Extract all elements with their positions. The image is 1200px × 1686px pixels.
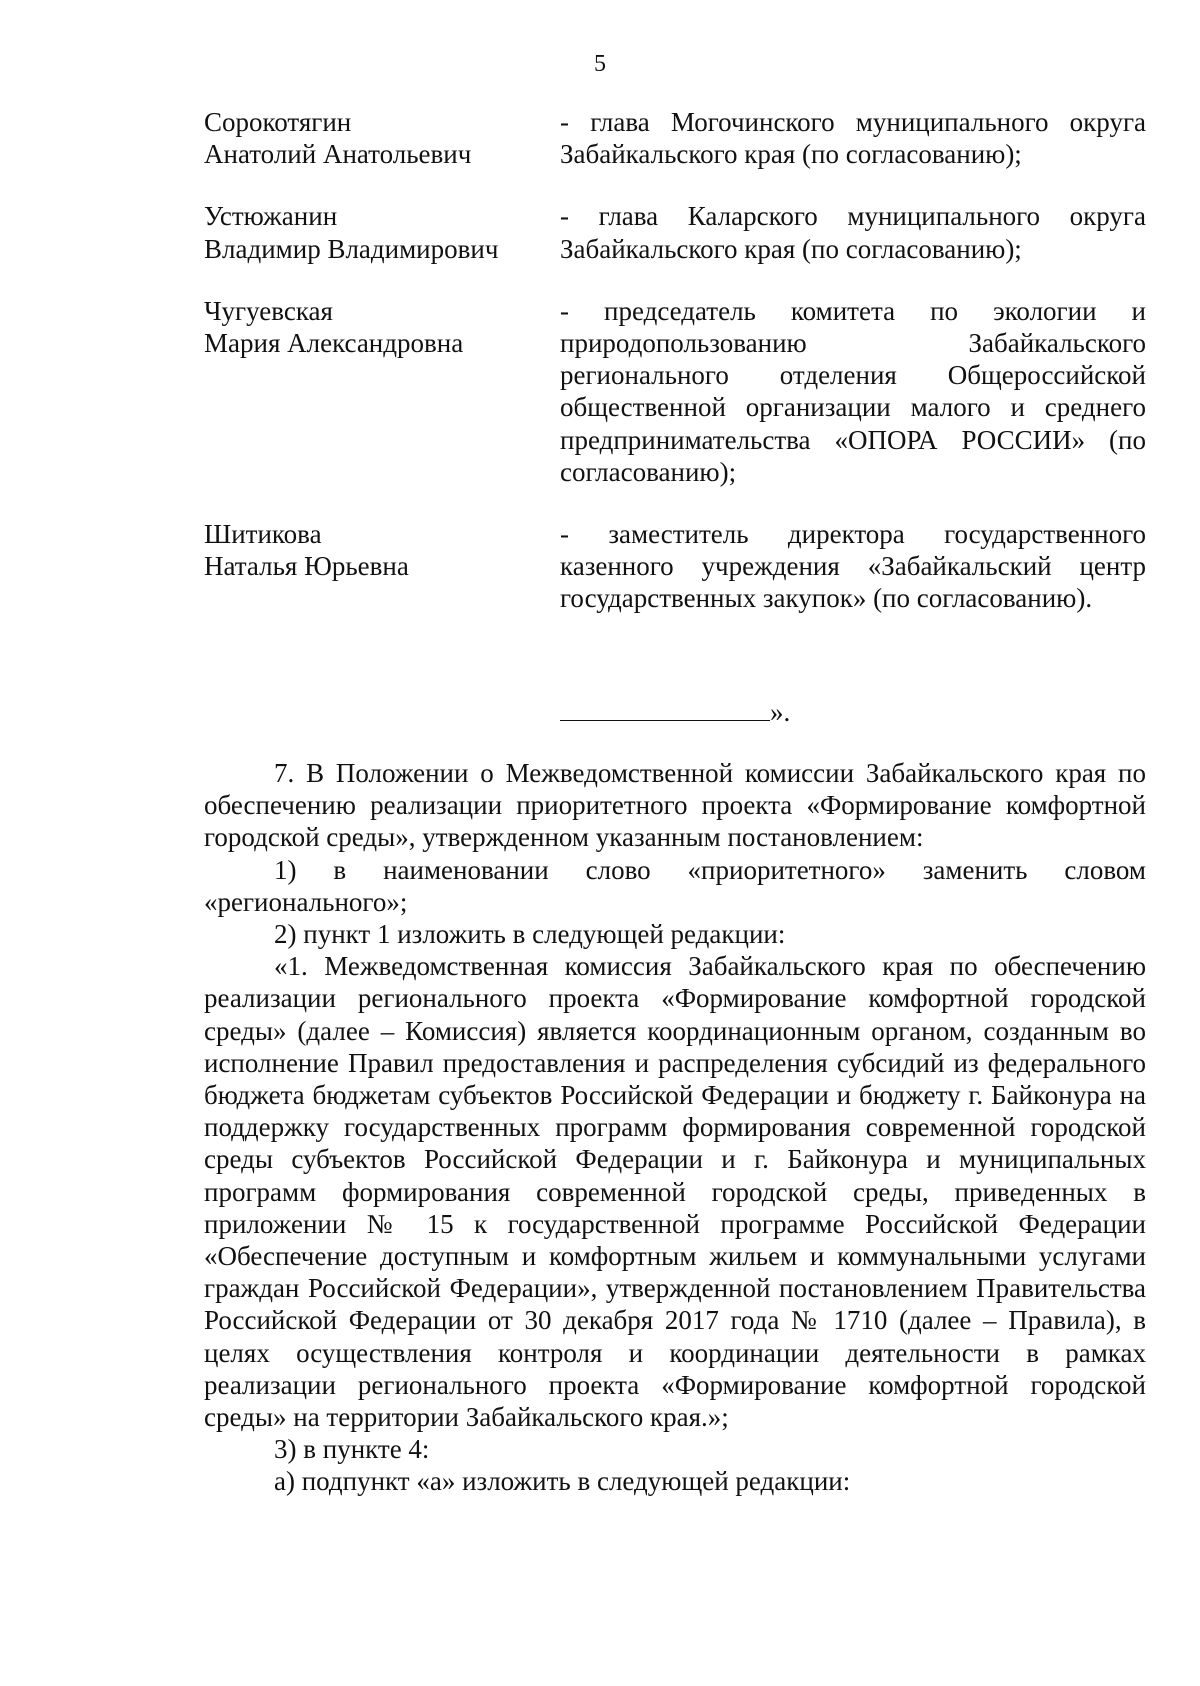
member-role: - глава Каларского муниципального округа Забайкальского края (по согласованию); — [560, 201, 1146, 264]
member-surname: Чугуевская — [204, 295, 333, 326]
member-name — [204, 518, 560, 615]
member-given-names: Анатолий Анатольевич — [204, 139, 472, 170]
member-surname: Шитикова — [204, 519, 322, 550]
paragraph: «1. Межведомственная комиссия Забайкальского края по обеспечению реализации регионального проекта «Формирование комфортной городской среды» (далее – Комиссия) является координационным органом, созданным во исполнение Правил предоставления и распределения субсидий из федерального бюджета бюджетам субъектов Российской Федерации и бюджету г. Байконура на поддержку государственных программ формирования современной городской среды субъектов Российской Федерации и г. Байконура и муниципальных программ формирования современной городской среды, приведенных в приложении № 15 к государственной программе Российской Федерации «Обеспечение доступным и комфортным жильем и коммунальными услугами граждан Российской Федерации», утвержденной постановлением Правительства Российской Федерации от 30 декабря 2017 года № 1710 (далее – Правила), в целях осуществления контроля и координации деятельности в рамках реализации регионального проекта «Формирование комфортной городской среды» на территории Забайкальского края.»; — [204, 951, 1146, 1433]
member-given-names: Наталья Юрьевна — [204, 551, 409, 582]
member-name — [204, 200, 560, 264]
member-given-names: Владимир Владимирович — [204, 233, 499, 264]
amendment-text — [204, 757, 1146, 1498]
member-surname: Устюжанин — [204, 201, 338, 232]
quote-closing — [560, 692, 790, 728]
closing-quote-mark: ». — [770, 697, 791, 727]
member-role: - глава Могочинского муниципального округа Забайкальского края (по согласованию); — [560, 107, 1146, 170]
paragraph: 2) пункт 1 изложить в следующей редакции: — [274, 919, 786, 950]
member-row — [204, 200, 1146, 264]
paragraph: 3) в пункте 4: — [274, 1434, 430, 1465]
paragraph: 1) в наименовании слово «приоритетного» заменить словом «регионального»; — [204, 854, 1146, 917]
member-given-names: Мария Александровна — [204, 328, 464, 359]
member-row — [204, 106, 1146, 170]
member-surname: Сорокотягин — [204, 107, 352, 137]
member-role: - заместитель директора государственного казенного учреждения «Забайкальский центр государственных закупок» (по согласованию). — [560, 519, 1146, 614]
member-role: - председатель комитета по экологии и природопользованию Забайкальского регионального отделения Общероссийской общественной организации малого и среднего предпринимательства «ОПОРА РОССИИ» (по согласованию); — [560, 295, 1146, 487]
paragraph: 7. В Положении о Межведомственной комиссии Забайкальского края по обеспечению реализации приоритетного проекта «Формирование комфортной городской среды», утвержденном указанным постановлением: — [204, 758, 1146, 853]
commission-members-list — [204, 106, 1146, 645]
page-number: 5 — [594, 51, 606, 77]
member-name — [204, 295, 560, 488]
member-row — [204, 295, 1146, 488]
paragraph: а) подпункт «а» изложить в следующей редакции: — [274, 1466, 851, 1497]
member-row — [204, 518, 1146, 615]
closing-underline — [560, 692, 770, 721]
member-name — [204, 106, 560, 170]
